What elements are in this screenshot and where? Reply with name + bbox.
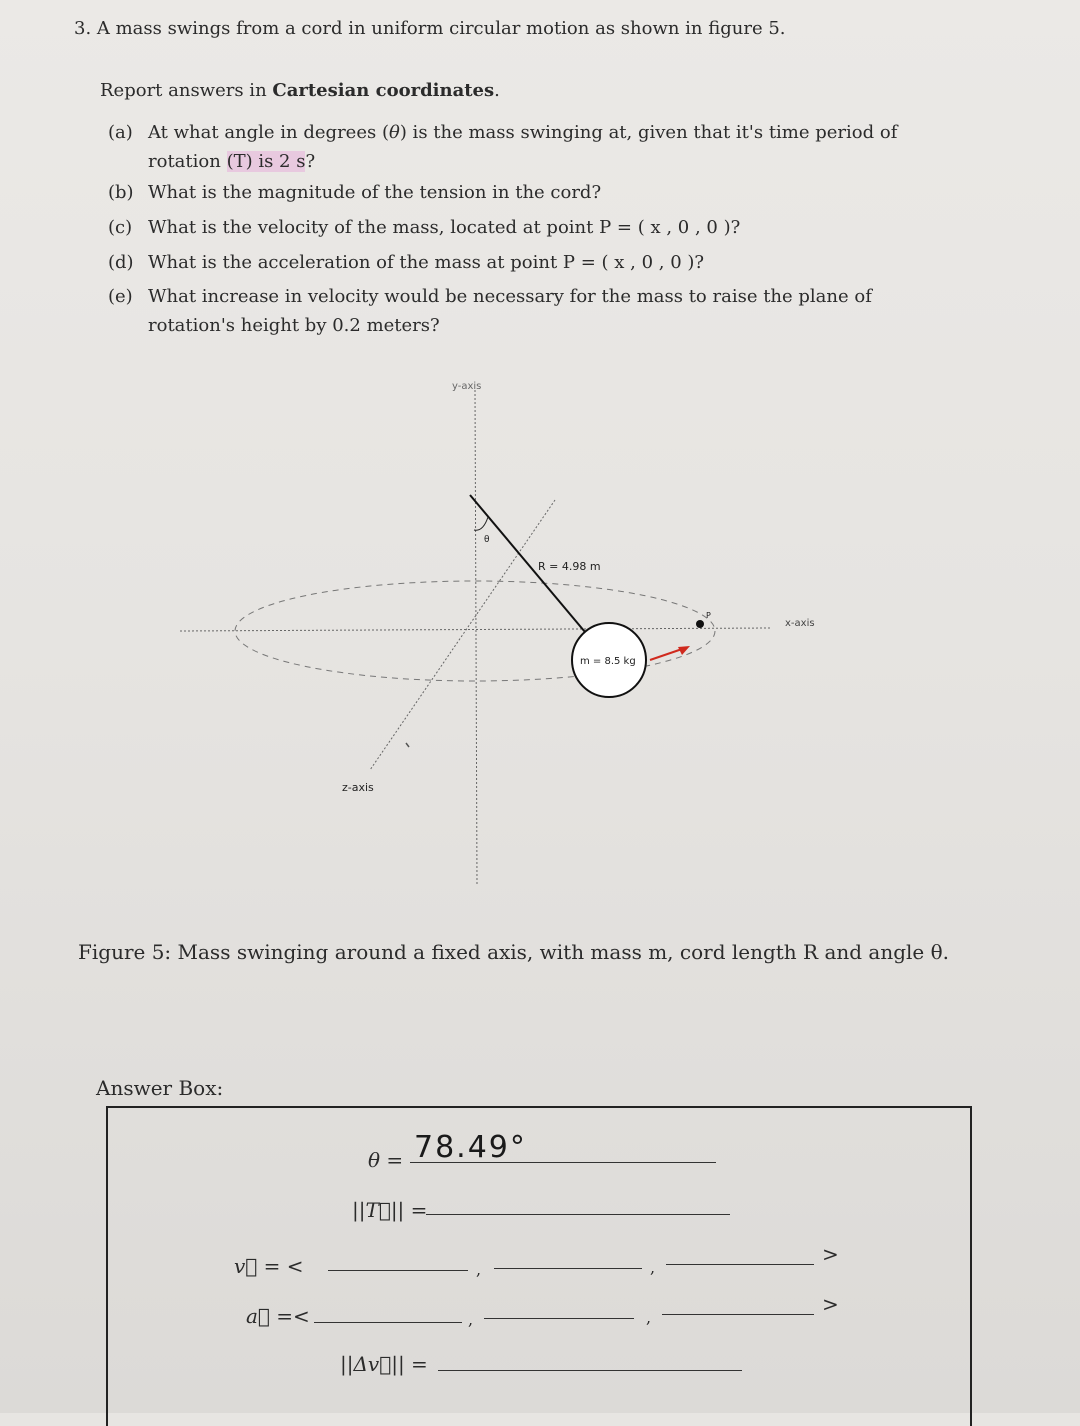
acceleration-x-line[interactable]	[314, 1322, 462, 1323]
delta-v-answer-line[interactable]	[438, 1370, 742, 1371]
velocity-y-line[interactable]	[494, 1268, 642, 1269]
point-p-label: P	[706, 611, 711, 620]
question-title: 3. A mass swings from a cord in uniform circular motion as shown in figure 5.	[74, 18, 786, 39]
report-instruction: Report answers in Cartesian coordinates.	[100, 80, 500, 101]
mass-label: m = 8.5 kg	[580, 656, 636, 667]
cord-length-label: R = 4.98 m	[538, 560, 601, 573]
answer-box-label: Answer Box:	[96, 1076, 224, 1100]
question-part-d: (d) What is the acceleration of the mass at point P = ( x , 0 , 0 )?	[108, 252, 705, 273]
theta-arc	[474, 517, 488, 530]
theta-label: θ	[484, 535, 490, 545]
z-axis-label: z-axis	[342, 781, 374, 794]
report-bold: Cartesian coordinates	[272, 80, 495, 101]
point-p	[696, 620, 704, 628]
acceleration-z-line[interactable]	[662, 1314, 814, 1315]
theta-answer-line[interactable]	[410, 1162, 716, 1163]
velocity-symbol: v⃗ = <	[234, 1254, 304, 1278]
question-part-c: (c) What is the velocity of the mass, located at point P = ( x , 0 , 0 )?	[108, 217, 741, 238]
answer-box: θ = 78.49° ||T⃗|| = v⃗ = < , , > a⃗ =< , , > ||Δv⃗|| =	[106, 1106, 972, 1426]
velocity-x-line[interactable]	[328, 1270, 468, 1271]
theta-symbol: θ =	[368, 1148, 404, 1172]
z-axis-mark	[406, 743, 409, 747]
question-part-e: (e) What increase in velocity would be necessary for the mass to raise the plane of rotation's height by 0.2 meters?	[108, 286, 872, 336]
velocity-z-line[interactable]	[666, 1264, 814, 1265]
acceleration-y-line[interactable]	[484, 1318, 634, 1319]
highlighted-period: (T) is 2 s	[226, 151, 306, 172]
tension-answer-line[interactable]	[426, 1214, 730, 1215]
theta-answer-handwritten[interactable]: 78.49°	[414, 1130, 527, 1165]
acceleration-symbol: a⃗ =<	[246, 1304, 310, 1328]
tension-symbol: ||T⃗|| =	[352, 1198, 428, 1222]
y-axis-line	[475, 390, 477, 885]
y-axis-label: y-axis	[452, 381, 482, 392]
z-axis-line	[370, 500, 555, 770]
question-part-b: (b) What is the magnitude of the tension in the cord?	[108, 182, 602, 203]
x-axis-label: x-axis	[785, 618, 815, 629]
question-part-a: (a) At what angle in degrees (θ) is the mass swinging at, given that it's time period of rotation (T) is 2 s?	[108, 122, 898, 172]
delta-v-symbol: ||Δv⃗|| =	[340, 1352, 428, 1376]
x-axis-line	[180, 628, 770, 631]
figure-caption: Figure 5: Mass swinging around a fixed axis, with mass m, cord length R and angle θ.	[78, 940, 950, 964]
circular-motion-figure	[170, 370, 850, 900]
